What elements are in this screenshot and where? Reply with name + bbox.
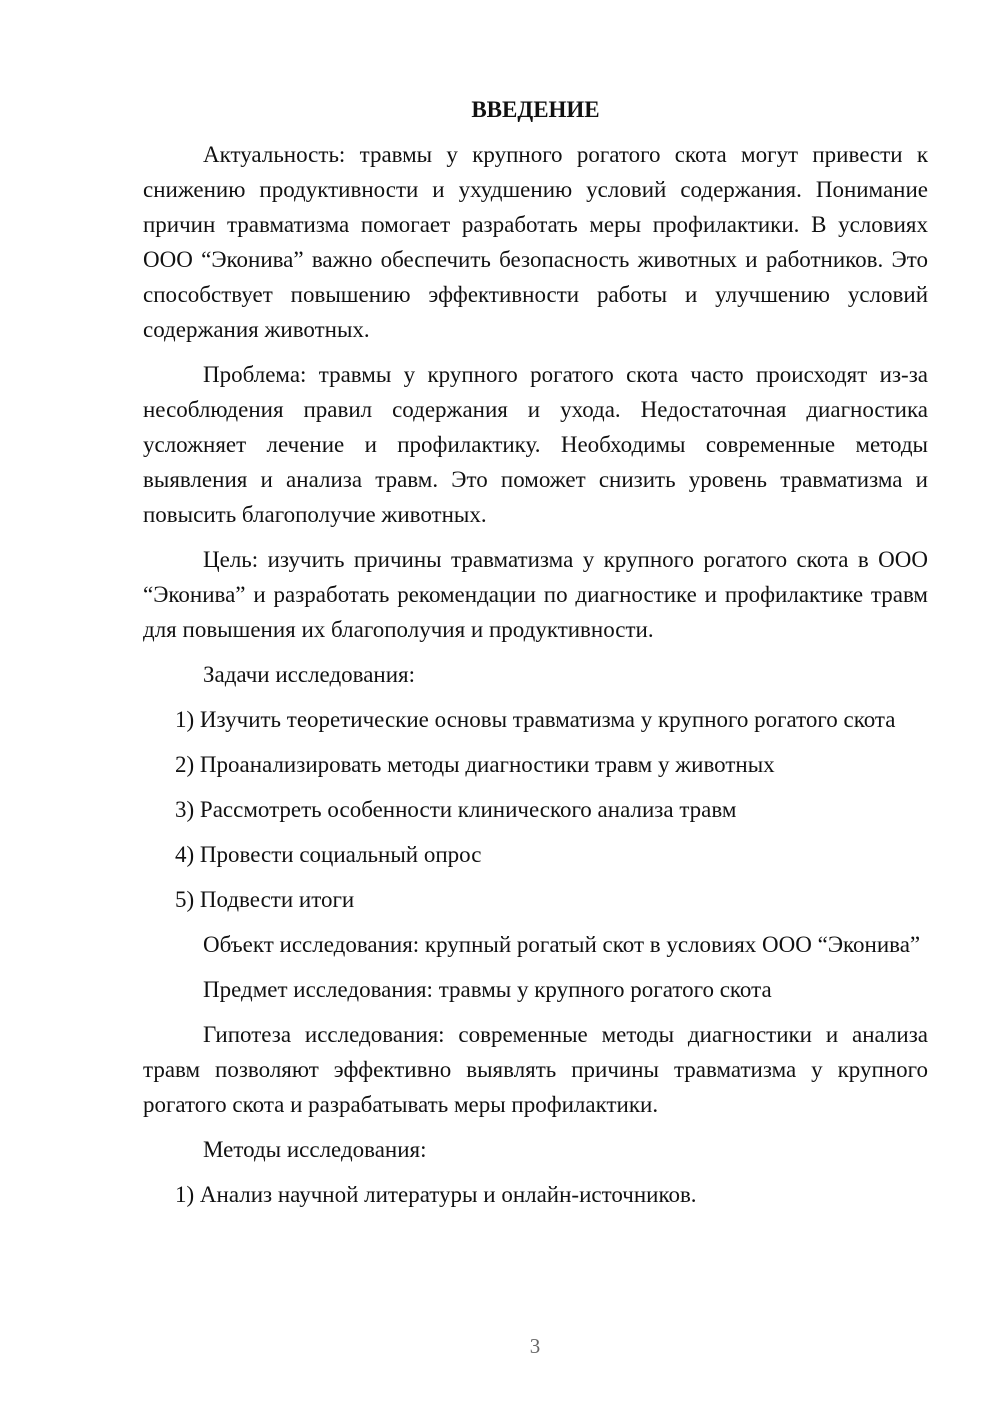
page-number: 3: [529, 1334, 541, 1358]
method-item-1: 1) Анализ научной литературы и онлайн-источников.: [175, 1182, 697, 1207]
subject-paragraph: Предмет исследования: травмы у крупного рогатого скота: [203, 977, 772, 1002]
object-paragraph: Объект исследования: крупный рогатый скот в условиях ООО “Эконива”: [203, 932, 921, 957]
task-item-2: 2) Проанализировать методы диагностики травм у животных: [175, 752, 775, 777]
methods-heading: Методы исследования:: [203, 1137, 427, 1162]
problem-paragraph: Проблема: травмы у крупного рогатого скота часто происходят из-за несоблюдения правил содержания и ухода. Недостаточная диагностика усложняет лечение и профилактику. Необходимы современные методы выявления и анализа травм. Это поможет снизить уровень травматизма и повысить благополучие животных.: [143, 362, 928, 527]
relevance-paragraph: Актуальность: травмы у крупного рогатого скота могут привести к снижению продуктивности и ухудшению условий содержания. Понимание причин травматизма помогает разработать меры профилактики. В условиях ООО “Эконива” важно обеспечить безопасность животных и работников. Это способствует повышению эффективности работы и улучшению условий содержания животных.: [143, 142, 928, 342]
task-item-4: 4) Провести социальный опрос: [175, 842, 482, 867]
goal-paragraph: Цель: изучить причины травматизма у крупного рогатого скота в ООО “Эконива” и разработать рекомендации по диагностике и профилактике травм для повышения их благополучия и продуктивности.: [143, 547, 928, 642]
page-title: ВВЕДЕНИЕ: [471, 97, 600, 122]
task-item-1: 1) Изучить теоретические основы травматизма у крупного рогатого скота: [175, 707, 896, 732]
hypothesis-paragraph: Гипотеза исследования: современные методы диагностики и анализа травм позволяют эффективно выявлять причины травматизма у крупного рогатого скота и разрабатывать меры профилактики.: [143, 1022, 928, 1117]
task-item-5: 5) Подвести итоги: [175, 887, 355, 912]
document-page: [143, 92, 928, 1222]
tasks-heading: Задачи исследования:: [203, 662, 416, 687]
task-item-3: 3) Рассмотреть особенности клинического анализа травм: [175, 797, 737, 822]
